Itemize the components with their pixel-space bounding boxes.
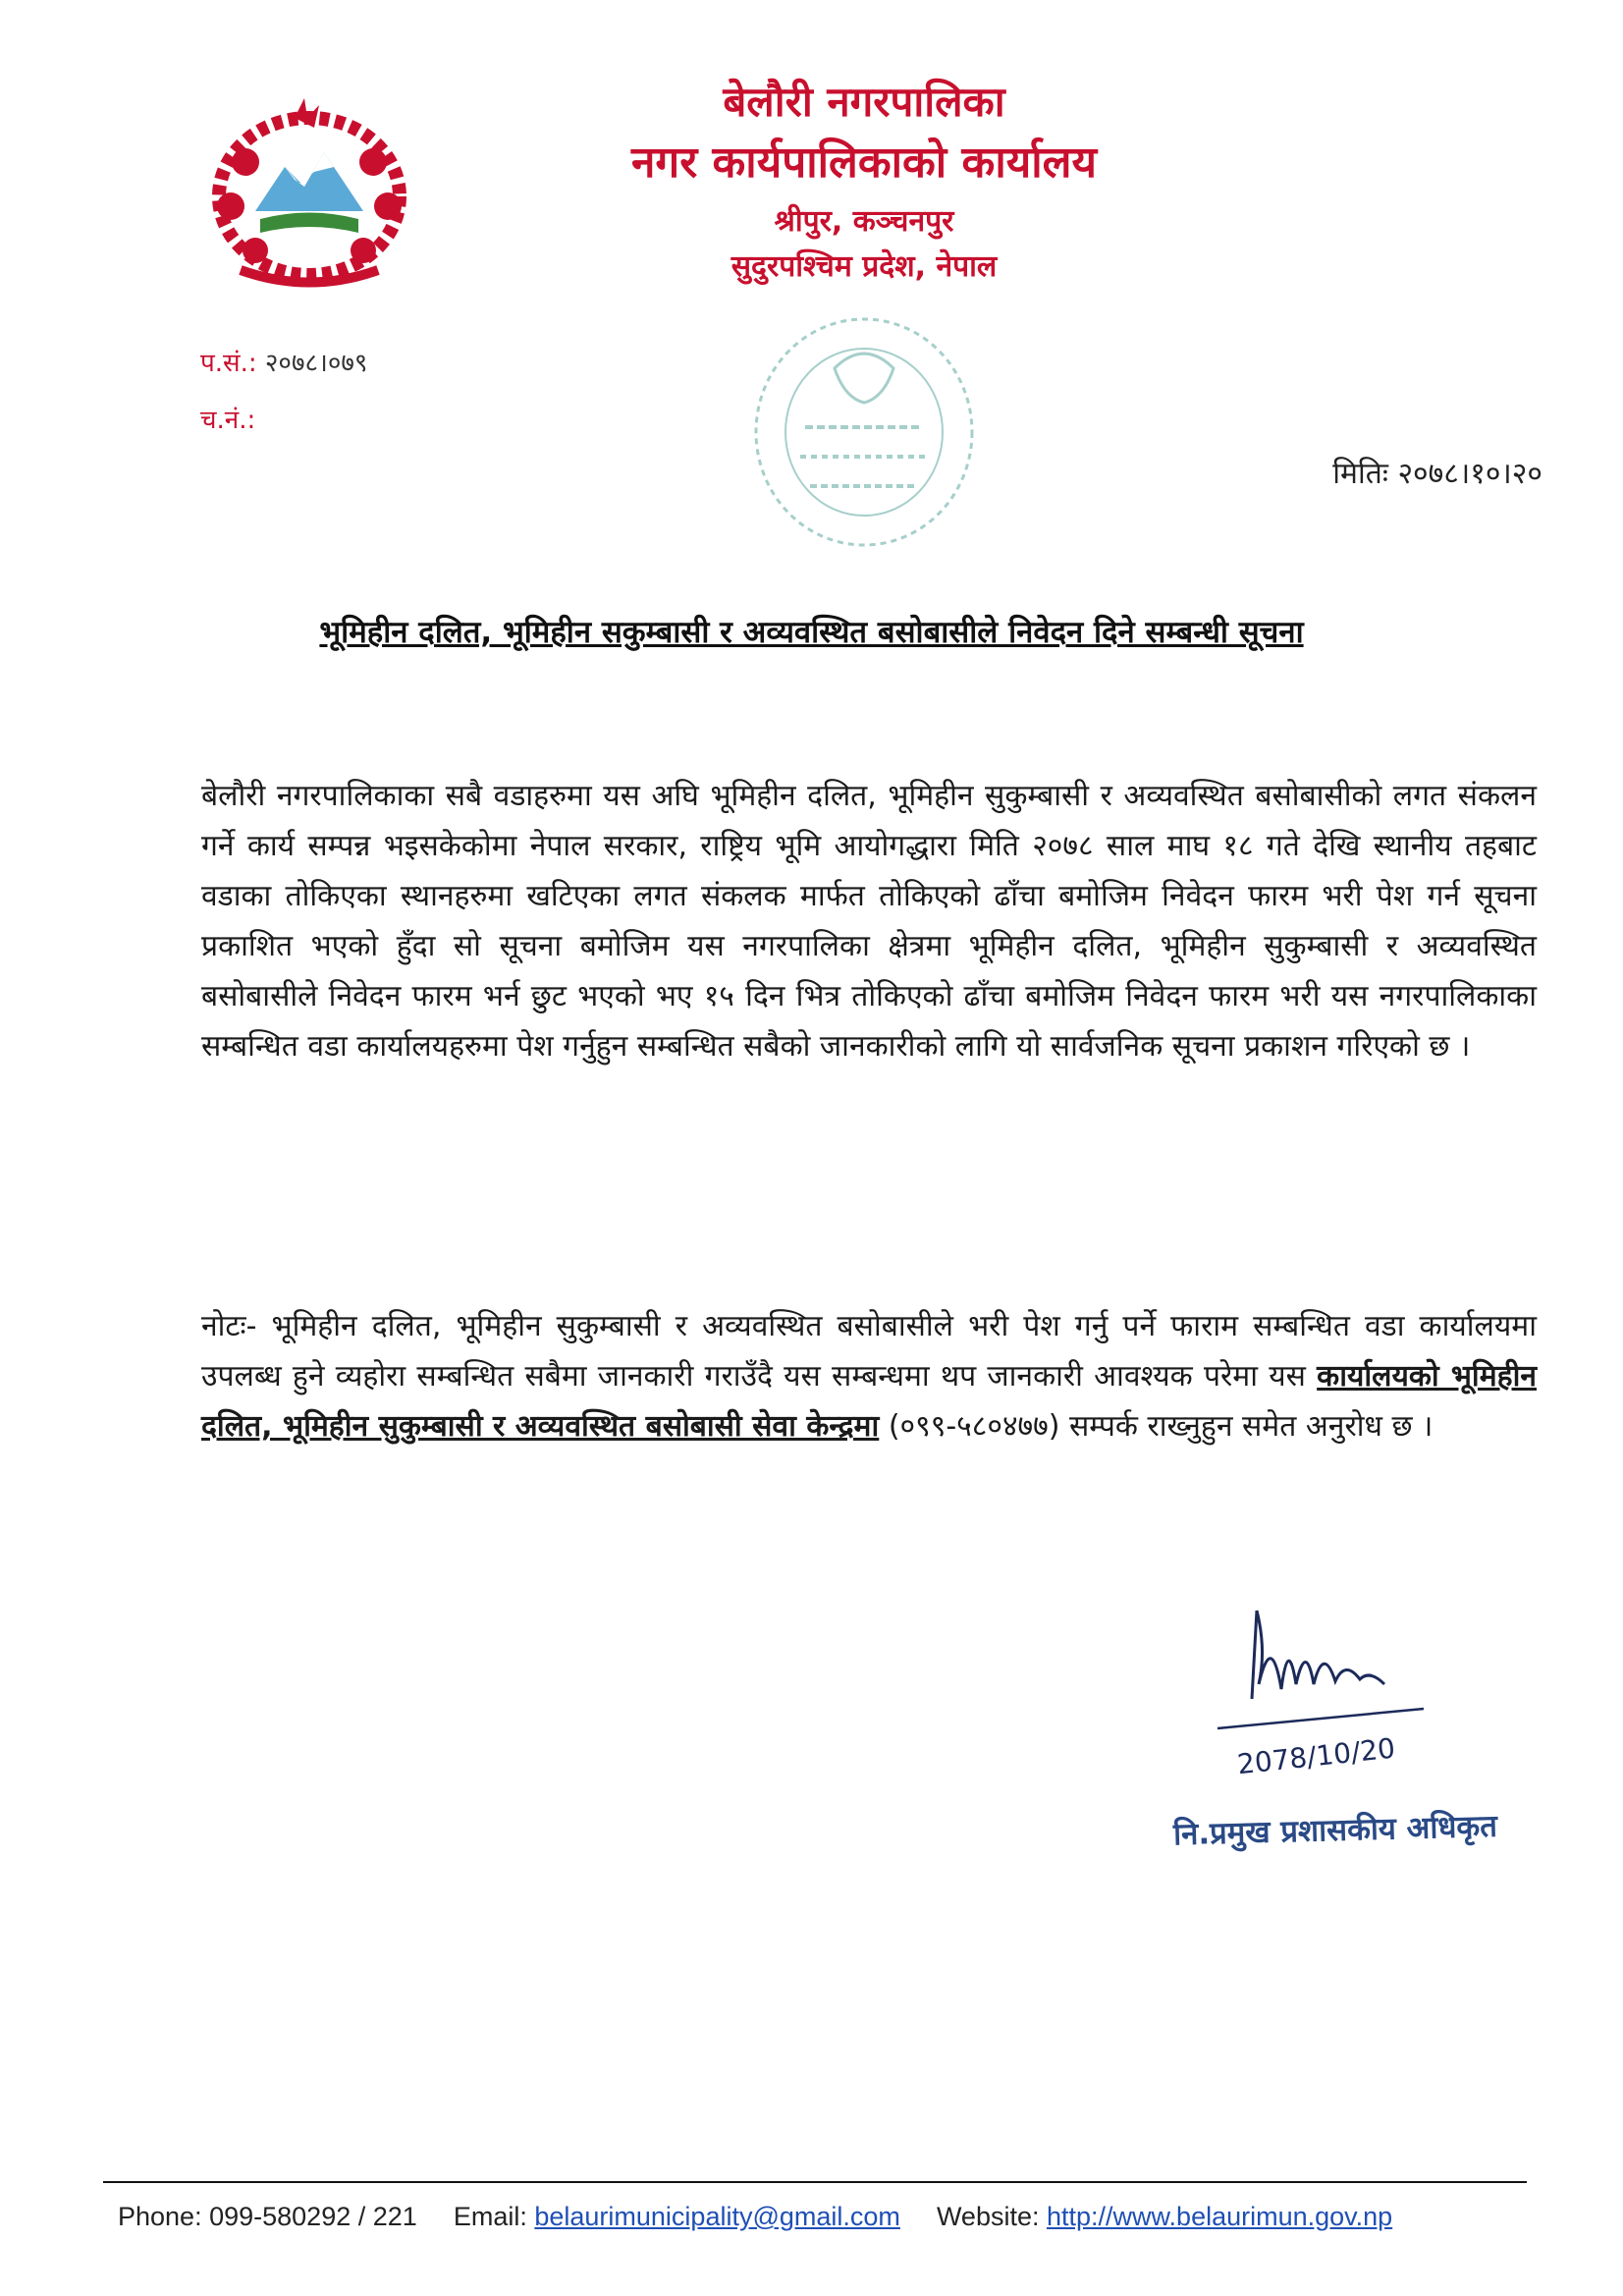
office-name: नगर कार्यपालिकाको कार्यालय xyxy=(631,137,1097,188)
contact-footer xyxy=(118,2202,1392,2232)
note-service-centre: कार्यालयको भूमिहीन दलित, भूमिहीन सुकुम्बासी र अव्यवस्थित बसोबासी सेवा केन्द्रमा xyxy=(201,1359,1537,1444)
date-label: मितिः xyxy=(1332,457,1388,491)
nepal-emblem-icon xyxy=(201,93,417,290)
dispatch-number xyxy=(200,401,255,436)
notice-subject: भूमिहीन दलित, भूमिहीन सकुम्बासी र अव्यवस्थित बसोबासीले निवेदन दिने सम्बन्धी सूचना xyxy=(319,615,1304,650)
phone-value: 099-580292 / 221 xyxy=(209,2202,417,2231)
footer-divider xyxy=(103,2181,1527,2183)
reference-number xyxy=(200,344,367,379)
letterhead xyxy=(511,74,1217,290)
note-outro: (०९९-५८०४७७) सम्पर्क राख्नुहुन समेत अनुरोध छ । xyxy=(888,1409,1434,1444)
date-value: २०७८।१०।२० xyxy=(1397,457,1542,491)
handwritten-signature xyxy=(1198,1591,1434,1787)
officer-title: नि.प्रमुख प्रशासकीय अधिकृत xyxy=(1172,1808,1498,1853)
email-label: Email: xyxy=(453,2202,527,2231)
email-link[interactable]: belaurimunicipality@gmail.com xyxy=(534,2202,900,2231)
svg-text:2078/10/20: 2078/10/20 xyxy=(1235,1731,1397,1781)
note-intro: नोटः- भूमिहीन दलित, भूमिहीन सुकुम्बासी र अव्यवस्थित बसोबासीले भरी पेश गर्नु पर्ने फाराम सम्बन्धित वडा कार्यालयमा उपलब्ध हुने व्यहोरा सम्बन्धित सबैमा जानकारी गराउँदै यस सम्बन्धमा थप जानकारी आवश्यक परेमा यस xyxy=(201,1309,1537,1394)
office-stamp-icon xyxy=(746,309,982,555)
website-link[interactable]: http://www.belaurimun.gov.np xyxy=(1047,2202,1393,2231)
website-label: Website: xyxy=(936,2202,1040,2231)
issue-date xyxy=(1332,452,1542,492)
notice-note-paragraph xyxy=(201,1301,1537,1451)
address-line-1: श्रीपुर, कञ्चनपुर xyxy=(774,204,954,239)
address-line-2: सुदुरपश्चिम प्रदेश, नेपाल xyxy=(730,249,998,284)
notice-body-paragraph: बेलौरी नगरपालिकाका सबै वडाहरुमा यस अघि भूमिहीन दलित, भूमिहीन सुकुम्बासी र अव्यवस्थित बसोबासीको लगत संकलन गर्ने कार्य सम्पन्न भइसकेकोमा नेपाल सरकार, राष्ट्रिय भूमि आयोगद्धारा मिति २०७८ साल माघ १८ गते देखि स्थानीय तहबाट वडाका तोकिएका स्थानहरुमा खटिएका लगत संकलक मार्फत तोकिएको ढाँचा बमोजिम निवेदन फारम भरी पेश गर्न सूचना प्रकाशित भएको हुँदा सो सूचना बमोजिम यस नगरपालिका क्षेत्रमा भूमिहीन दलित, भूमिहीन सुकुम्बासी र अव्यवस्थित बसोबासीले निवेदन फारम भर्न छुट भएको भए १५ दिन भित्र तोकिएको ढाँचा बमोजिम निवेदन फारम भरी यस नगरपालिकाका सम्बन्धित वडा कार्यालयहरुमा पेश गर्नुहुन सम्बन्धित सबैको जानकारीको लागि यो सार्वजनिक सूचना प्रकाशन गरिएको छ । xyxy=(201,779,1537,1064)
ps-label: प.सं.: xyxy=(200,349,257,378)
chn-label: च.नं.: xyxy=(200,406,256,435)
phone-label: Phone: xyxy=(118,2202,202,2231)
ps-value: २०७८।०७९ xyxy=(264,349,368,378)
municipality-name: बेलौरी नगरपालिका xyxy=(723,78,1005,126)
